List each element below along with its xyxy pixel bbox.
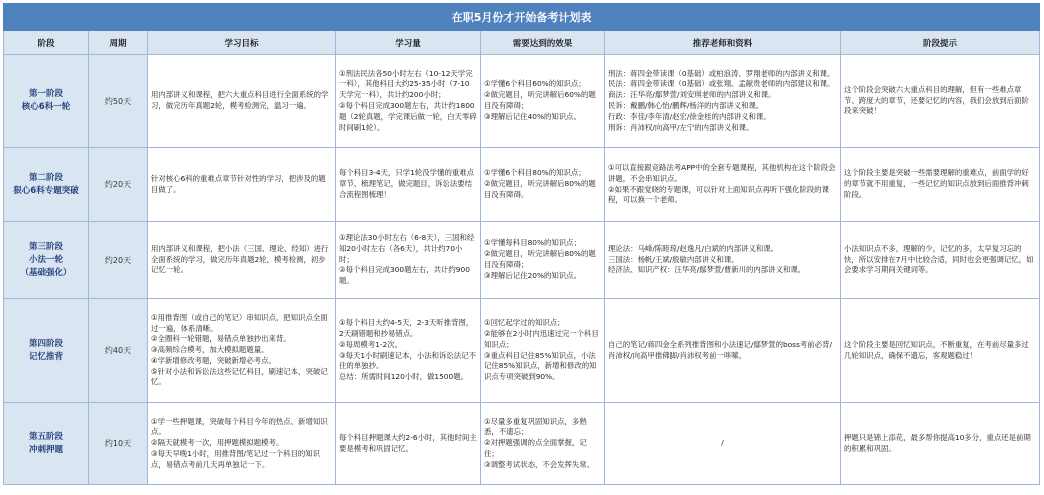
effect-line: ①学懂6个科目80%的知识点； <box>484 168 586 178</box>
period-cell: 约20天 <box>89 222 148 299</box>
goal-cell <box>148 148 336 222</box>
goal-line: ④学新增修改考题，突破新增必考点。 <box>151 355 276 365</box>
tips-cell <box>841 55 1040 148</box>
study-plan-table <box>3 3 1040 485</box>
volume-cell <box>336 222 481 299</box>
header-goal: 学习目标 <box>148 31 336 55</box>
teachers-line: 民诉：戴鹏/韩心怡/鹏辉/杨洋的内部讲义和课。 <box>608 101 764 110</box>
goal-line: ③高频综合模考，加大模拟题题量。 <box>151 345 269 355</box>
stage-name: 第二阶段 <box>28 172 63 183</box>
table-row <box>4 148 1040 222</box>
stage-name: 第五阶段 <box>28 431 63 442</box>
goal-cell <box>148 299 336 403</box>
goal-line: ⑤针对小法和诉讼法这些记忆科目，刷速记本，突破记忆。 <box>151 366 328 387</box>
effect-cell <box>481 55 605 148</box>
tips-line: 这个阶段主要是突破一些需要理解的重难点，前面学的好的章节就不用重复，一些记忆的知识点放到后面推背冲刺阶段。 <box>844 168 1029 199</box>
stage-cell <box>4 299 89 403</box>
effect-cell <box>481 299 605 403</box>
volume-line: 每个科目3-4天，只学1轮没学懂的重难点章节、梳理笔记，做完题目，诉讼法要结合流程图梳理！ <box>339 168 475 199</box>
teachers-line: 刑法：蒋四金带读课（0基础）或柏浪涛、罗翔老师的内部讲义和课。 <box>608 68 835 78</box>
stage-name: 小法一轮 <box>28 254 63 265</box>
goal-cell <box>148 403 336 485</box>
goal-line: ③每天早晚1小时，用推背图/笔记过一个科目的知识点，易错点考前几天再单独记一下。 <box>151 448 321 469</box>
tips-cell <box>841 222 1040 299</box>
volume-line: ②每周模考1-2次。 <box>339 339 403 349</box>
teachers-line: / <box>721 438 724 448</box>
teachers-cell <box>605 148 841 222</box>
teachers-line: 民法：蒋四金带读课（0基础）或张翔、孟献贵老师的内部建议和课。 <box>608 79 835 89</box>
header-effect: 需要达到的效果 <box>481 31 605 55</box>
effect-line: ①尽量多重复巩固知识点，多熟悉，不遗忘； <box>484 416 587 437</box>
teachers-line: 刑诉：肖沛权/向高甲/左宁的内部讲义和课。 <box>608 122 754 132</box>
table-title: 在职5月份才开始备考计划表 <box>4 4 1040 31</box>
header-teachers: 推荐老师和资料 <box>605 31 841 55</box>
goal-cell <box>148 55 336 148</box>
effect-cell <box>481 222 605 299</box>
teachers-line: 理论法：马峰/陈睦琼/赵逸凡/白斌的内部讲义和课。 <box>608 243 779 253</box>
tips-cell <box>841 148 1040 222</box>
teachers-cell <box>605 55 841 148</box>
stage-name: 记忆推背 <box>28 351 63 362</box>
goal-line: ②全圈科一轮错题，易错点单独抄出来背。 <box>151 334 291 344</box>
volume-line: 总结：所需时间120小时，做1500题。 <box>339 372 468 382</box>
teachers-line: 自己的笔记/蒋四金全系列推背图和小法速记/鄢梦萱的boss考前必背/肖沛权/向高甲推佛脚/肖沛权考前一哆嗦。 <box>608 339 832 360</box>
goal-line: 用内部讲义和课程，把六大重点科目进行全面系统的学习，做完历年真题2轮，模考检测完，温习一遍。 <box>151 90 329 110</box>
goal-line: ①用推背图（或自己的笔记）串知识点，把知识点全面过一遍，体系清晰。 <box>151 312 328 333</box>
teachers-line: 行政：李佳/李年清/赵宏/徐金桂的内部讲义和课。 <box>608 111 771 121</box>
teachers-line: ①可以直接跟竞路法考APP中的全套专题课程，其他机构在这个阶段会讲题，不会串知识点。 <box>608 162 836 183</box>
teachers-cell <box>605 403 841 485</box>
volume-line: ②每个科目完成300题左右，共计约900题。 <box>339 265 470 286</box>
volume-cell <box>336 55 481 148</box>
stage-cell <box>4 403 89 485</box>
teachers-line: ②如果不跟觉晓的专题课，可以针对上面知识点再听下强化阶段的课程，可以换一个老师。 <box>608 184 829 205</box>
header-row <box>4 31 1040 55</box>
tips-cell <box>841 403 1040 485</box>
period-cell: 约50天 <box>89 55 148 148</box>
tips-line: 这个阶段主要是回忆知识点，不断重复，在考前尽量多过几轮知识点，确保不遗忘，客观题稳过！ <box>844 339 1029 360</box>
teachers-line: 经济法、知识产权：汪华亮/鄢梦萱/曹新川的内部讲义和课。 <box>608 265 806 275</box>
tips-line: 小法知识点不多，理解的少，记忆的多，太早复习忘的快，所以安排在7月中比较合适，同时也会更强调记忆，如会要求学习期间关键词等。 <box>844 243 1034 275</box>
stage-cell <box>4 222 89 299</box>
volume-line: 每个科目押题课大约2-6小时，其他时间主要是模考和巩固记忆。 <box>339 432 477 453</box>
tips-line: 这个阶段会突破六大重点科目的理解，但有一些难点章节、跨度大的章节，还要记忆的内容，我们会放到后面阶段来突破！ <box>844 84 1029 116</box>
table-row <box>4 222 1040 299</box>
volume-line: ①刑法民法各50小时左右（10-12天学完一科），其他科目大约25-35小时（7-10天学完一科），共计约200小时； <box>339 68 473 100</box>
effect-line: ②能够在2小时内迅速过完一个科目知识点； <box>484 328 599 349</box>
stage-name: 第四阶段 <box>28 338 63 349</box>
effect-line: ②对押题强调的点全面掌握，记住； <box>484 438 587 458</box>
tips-line: 押题只是锦上添花，最多帮你提高10多分，重点还是前期的积累和巩固。 <box>844 432 1031 453</box>
effect-line: ①学懂每科目80%的知识点； <box>484 238 581 248</box>
stage-name: 核心6科一轮 <box>21 102 71 112</box>
effect-line: ③调整考试状态，不会发挥失常。 <box>484 459 595 469</box>
effect-line: ②做完题目，听完讲解后60%的题目没有障碍； <box>484 90 596 110</box>
stage-name: 狠心6科专题突破 <box>13 185 79 196</box>
stage-name: 第一阶段 <box>28 89 63 99</box>
volume-cell <box>336 299 481 403</box>
header-tips: 阶段提示 <box>841 31 1040 55</box>
stage-name: （基础强化） <box>20 267 72 278</box>
teachers-line: 三国法：杨帆/王斌/殷敏内部讲义和课。 <box>608 254 739 264</box>
period-cell: 约20天 <box>89 148 148 222</box>
effect-line: ③理解后记住20%的知识点。 <box>484 270 581 280</box>
stage-cell <box>4 55 89 148</box>
effect-line: ①学懂6个科目60%的知识点； <box>484 79 586 89</box>
effect-cell <box>481 148 605 222</box>
volume-line: ①每个科目大约4-5天，2-3天听推背图，2天刷错题和抄易错点。 <box>339 318 474 338</box>
goal-line: ②隔天就模考一次，用押题模拟题模考。 <box>151 438 284 448</box>
volume-line: ②每个科目完成300题左右，共计约1800题（2轮真题，学完课后做一轮，白天零碎时间刷1轮）。 <box>339 101 477 132</box>
period-cell: 约10天 <box>89 403 148 485</box>
effect-line: ②做完题目，听完讲解后80%的题目没有障碍。 <box>484 179 596 199</box>
teachers-cell <box>605 299 841 403</box>
volume-line: ①理论法30小时左右（6-8天），三国和经知20小时左右（各6天），共计约70小时； <box>339 233 475 264</box>
volume-cell <box>336 148 481 222</box>
volume-line: ③每天1小时刷速记本，小法和诉讼法记不住的单独抄。 <box>339 350 476 371</box>
stage-name: 第三阶段 <box>28 241 63 252</box>
title-row <box>4 4 1040 31</box>
table-row <box>4 55 1040 148</box>
teachers-line: 商法：汪华亮/鄢梦萱/刘安琪老师的内部讲义和课。 <box>608 90 776 100</box>
header-period: 周期 <box>89 31 148 55</box>
effect-cell <box>481 403 605 485</box>
stage-cell <box>4 148 89 222</box>
period-cell: 约40天 <box>89 299 148 403</box>
teachers-cell <box>605 222 841 299</box>
effect-line: ②做完题目，听完讲解后80%的题目没有障碍； <box>484 249 596 269</box>
header-volume: 学习量 <box>336 31 481 55</box>
table-row <box>4 403 1040 485</box>
stage-name: 冲刺押题 <box>28 444 63 455</box>
goal-line: ①学一些押题课，突破每个科目今年的热点、新增知识点。 <box>151 416 328 437</box>
goal-line: 用内部讲义和课程，把小法（三国、理论、经知）进行全面系统的学习，做完历年真题2轮，模考检测，初步记忆一轮。 <box>151 243 329 275</box>
volume-cell <box>336 403 481 485</box>
tips-cell <box>841 299 1040 403</box>
table-row <box>4 299 1040 403</box>
effect-line: ③重点科目记住85%知识点，小法记住85%知识点，新增和修改的知识点专项突破到90%。 <box>484 350 597 382</box>
header-stage: 阶段 <box>4 31 89 55</box>
effect-line: ③理解后记住40%的知识点。 <box>484 111 581 121</box>
goal-cell <box>148 222 336 299</box>
effect-line: ①回忆起学过的知识点； <box>484 318 565 328</box>
goal-line: 针对核心6科的重难点章节针对性的学习，把涉及的题目做了。 <box>151 173 326 194</box>
